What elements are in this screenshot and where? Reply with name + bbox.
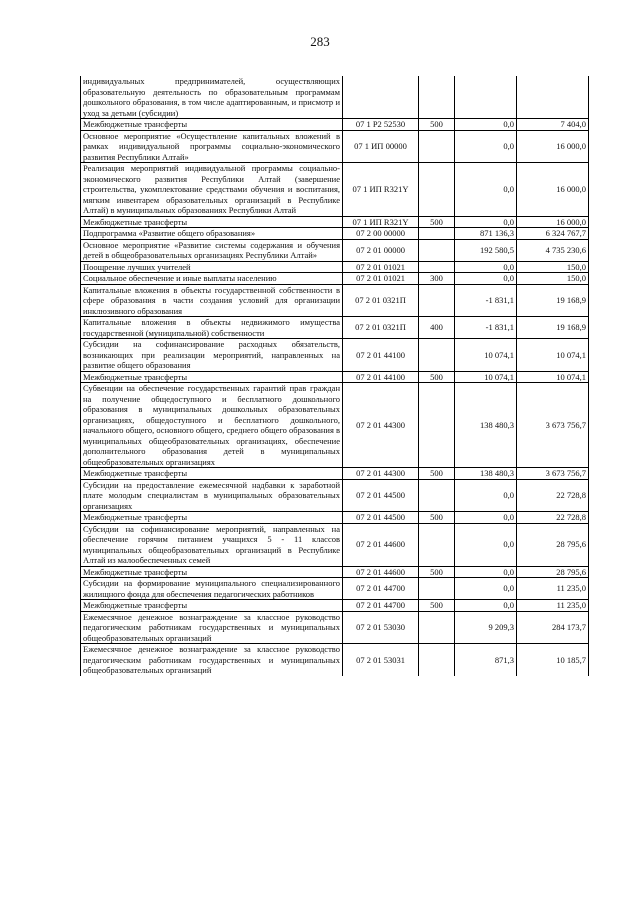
row-target-code: 07 2 01 44600 — [343, 566, 419, 578]
table-row — [81, 644, 589, 676]
row-expense-type — [419, 163, 455, 217]
row-description: Межбюджетные трансферты — [81, 468, 343, 480]
row-amount-total: 4 735 230,6 — [517, 239, 589, 261]
row-amount-total: 19 168,9 — [517, 317, 589, 339]
table-row — [81, 163, 589, 217]
row-target-code: 07 2 01 53030 — [343, 611, 419, 644]
row-description: Межбюджетные трансферты — [81, 566, 343, 578]
row-description: Социальное обеспечение и иные выплаты населению — [81, 273, 343, 285]
row-description: индивидуальных предпринимателей, осуществляющих образовательную деятельность по образовательным программам дошкольного образования, в том числе адаптированным, и присмотр и уход за детьми (субсидии) — [81, 76, 343, 119]
row-description: Подпрограмма «Развитие общего образования» — [81, 228, 343, 240]
row-target-code: 07 2 01 0321П — [343, 284, 419, 317]
row-target-code: 07 2 01 44100 — [343, 339, 419, 372]
row-amount-total: 11 235,0 — [517, 600, 589, 612]
row-description: Реализация мероприятий индивидуальной программы социально-экономического развития Республики Алтай (завершение строительства, укомплектование средствами обучения и воспитания, мягким инвентарем образовательных организаций в Республике Алтай) в муниципальных образованиях Республики Алтай — [81, 163, 343, 217]
row-expense-type: 500 — [419, 468, 455, 480]
row-target-code — [343, 76, 419, 119]
row-amount-total: 16 000,0 — [517, 130, 589, 163]
row-amount-total: 11 235,0 — [517, 578, 589, 600]
table-row — [81, 383, 589, 468]
row-expense-type — [419, 284, 455, 317]
row-description: Межбюджетные трансферты — [81, 371, 343, 383]
table-row — [81, 130, 589, 163]
row-description: Субсидии на формирование муниципального специализированного жилищного фонда для обеспечения педагогических работников — [81, 578, 343, 600]
row-amount-change: 192 580,5 — [455, 239, 517, 261]
row-target-code: 07 1 ИП 00000 — [343, 130, 419, 163]
table-row — [81, 578, 589, 600]
row-amount-change: 138 480,3 — [455, 383, 517, 468]
row-expense-type — [419, 76, 455, 119]
table-row — [81, 261, 589, 273]
table-row — [81, 216, 589, 228]
table-row — [81, 479, 589, 512]
budget-table — [80, 76, 589, 676]
row-description: Субсидии на софинансирование мероприятий, направленных на обеспечение горячим питанием учащихся 5 - 11 классов муниципальных общеобразовательных организаций в Республике Алтай из малообеспеченных семей — [81, 523, 343, 566]
row-target-code: 07 2 01 44500 — [343, 512, 419, 524]
table-row — [81, 119, 589, 131]
row-expense-type — [419, 578, 455, 600]
row-description: Субсидии на предоставление ежемесячной надбавки к заработной плате молодым специалистам в муниципальных образовательных организациях — [81, 479, 343, 512]
row-target-code: 07 2 01 00000 — [343, 239, 419, 261]
table-row — [81, 523, 589, 566]
row-amount-total: 284 173,7 — [517, 611, 589, 644]
table-row — [81, 600, 589, 612]
row-target-code: 07 2 01 44100 — [343, 371, 419, 383]
row-target-code: 07 2 01 44600 — [343, 523, 419, 566]
row-target-code: 07 2 01 01021 — [343, 273, 419, 285]
row-amount-total: 150,0 — [517, 273, 589, 285]
row-description: Капитальные вложения в объекты государственной собственности в сфере образования в части создания условий для организации инклюзивного образования — [81, 284, 343, 317]
row-amount-total: 28 795,6 — [517, 566, 589, 578]
row-amount-change: 871,3 — [455, 644, 517, 676]
row-expense-type — [419, 383, 455, 468]
table-row — [81, 284, 589, 317]
row-description: Субсидии на софинансирование расходных обязательств, возникающих при реализации мероприятий, направленных на развитие общего образования — [81, 339, 343, 372]
row-description: Межбюджетные трансферты — [81, 216, 343, 228]
row-expense-type: 500 — [419, 600, 455, 612]
row-target-code: 07 2 00 00000 — [343, 228, 419, 240]
row-expense-type — [419, 644, 455, 676]
row-amount-change: 0,0 — [455, 261, 517, 273]
row-expense-type — [419, 239, 455, 261]
row-description: Межбюджетные трансферты — [81, 512, 343, 524]
row-amount-change: 0,0 — [455, 512, 517, 524]
row-amount-change: 0,0 — [455, 130, 517, 163]
table-row — [81, 317, 589, 339]
row-amount-total: 150,0 — [517, 261, 589, 273]
row-amount-change: 0,0 — [455, 523, 517, 566]
row-amount-total: 16 000,0 — [517, 163, 589, 217]
row-target-code: 07 2 01 44700 — [343, 600, 419, 612]
row-amount-total: 6 324 767,7 — [517, 228, 589, 240]
table-row — [81, 611, 589, 644]
row-amount-total: 3 673 756,7 — [517, 383, 589, 468]
row-expense-type — [419, 339, 455, 372]
table-row — [81, 371, 589, 383]
row-amount-total: 7 404,0 — [517, 119, 589, 131]
row-description: Основное мероприятие «Осуществление капитальных вложений в рамках индивидуальной программы социально-экономического развития Республики Алтай» — [81, 130, 343, 163]
table-row — [81, 76, 589, 119]
row-amount-change: 10 074,1 — [455, 339, 517, 372]
table-row — [81, 566, 589, 578]
row-amount-change: -1 831,1 — [455, 317, 517, 339]
row-target-code: 07 2 01 01021 — [343, 261, 419, 273]
row-amount-total: 16 000,0 — [517, 216, 589, 228]
row-target-code: 07 1 P2 52530 — [343, 119, 419, 131]
row-target-code: 07 2 01 44700 — [343, 578, 419, 600]
row-amount-change: 0,0 — [455, 578, 517, 600]
row-amount-change: 871 136,3 — [455, 228, 517, 240]
row-expense-type — [419, 130, 455, 163]
row-amount-change: 0,0 — [455, 119, 517, 131]
row-target-code: 07 2 01 44300 — [343, 468, 419, 480]
row-description: Основное мероприятие «Развитие системы содержания и обучения детей в общеобразовательных организациях Республики Алтай» — [81, 239, 343, 261]
row-amount-change: 0,0 — [455, 600, 517, 612]
page-number: 283 — [310, 34, 330, 49]
row-amount-total: 10 074,1 — [517, 339, 589, 372]
row-expense-type — [419, 611, 455, 644]
row-expense-type: 500 — [419, 512, 455, 524]
row-amount-change: 0,0 — [455, 163, 517, 217]
row-amount-change: 0,0 — [455, 216, 517, 228]
row-amount-total: 10 074,1 — [517, 371, 589, 383]
row-amount-change: 0,0 — [455, 479, 517, 512]
table-row — [81, 228, 589, 240]
row-expense-type — [419, 228, 455, 240]
row-expense-type: 500 — [419, 119, 455, 131]
row-description: Межбюджетные трансферты — [81, 119, 343, 131]
table-row — [81, 273, 589, 285]
row-target-code: 07 2 01 0321П — [343, 317, 419, 339]
row-expense-type: 300 — [419, 273, 455, 285]
row-description: Субвенции на обеспечение государственных гарантий прав граждан на получение общедоступного и бесплатного дошкольного образования в муниципальных дошкольных образовательных организациях, общедоступного и бесплатного дошкольного, начального общего, основного общего, среднего общего образования в муниципальных общеобразовательных организациях, обеспечение дополнительного образования детей в муниципальных общеобразовательных организациях — [81, 383, 343, 468]
row-target-code: 07 2 01 44500 — [343, 479, 419, 512]
row-amount-total: 3 673 756,7 — [517, 468, 589, 480]
row-amount-total: 10 185,7 — [517, 644, 589, 676]
row-expense-type: 500 — [419, 371, 455, 383]
row-amount-change: 9 209,3 — [455, 611, 517, 644]
row-expense-type — [419, 523, 455, 566]
row-amount-change: 10 074,1 — [455, 371, 517, 383]
row-target-code: 07 2 01 44300 — [343, 383, 419, 468]
row-amount-total: 22 728,8 — [517, 479, 589, 512]
row-description: Межбюджетные трансферты — [81, 600, 343, 612]
row-expense-type: 400 — [419, 317, 455, 339]
table-row — [81, 468, 589, 480]
row-expense-type — [419, 479, 455, 512]
table-row — [81, 512, 589, 524]
row-description: Ежемесячное денежное вознаграждение за классное руководство педагогическим работникам государственных и муниципальных общеобразовательных организаций — [81, 644, 343, 676]
row-amount-change — [455, 76, 517, 119]
row-amount-total — [517, 76, 589, 119]
row-target-code: 07 1 ИП R321Y — [343, 163, 419, 217]
row-amount-change: -1 831,1 — [455, 284, 517, 317]
table-row — [81, 339, 589, 372]
row-expense-type: 500 — [419, 216, 455, 228]
table-body — [81, 76, 589, 676]
row-amount-total: 19 168,9 — [517, 284, 589, 317]
row-target-code: 07 2 01 53031 — [343, 644, 419, 676]
row-expense-type: 500 — [419, 566, 455, 578]
row-amount-change: 0,0 — [455, 566, 517, 578]
row-description: Поощрение лучших учителей — [81, 261, 343, 273]
row-expense-type — [419, 261, 455, 273]
table-row — [81, 239, 589, 261]
row-amount-change: 0,0 — [455, 273, 517, 285]
row-target-code: 07 1 ИП R321Y — [343, 216, 419, 228]
row-amount-total: 22 728,8 — [517, 512, 589, 524]
row-amount-change: 138 480,3 — [455, 468, 517, 480]
row-amount-total: 28 795,6 — [517, 523, 589, 566]
row-description: Ежемесячное денежное вознаграждение за классное руководство педагогическим работникам государственных и муниципальных общеобразовательных организаций — [81, 611, 343, 644]
row-description: Капитальные вложения в объекты недвижимого имущества государственной (муниципальной) собственности — [81, 317, 343, 339]
